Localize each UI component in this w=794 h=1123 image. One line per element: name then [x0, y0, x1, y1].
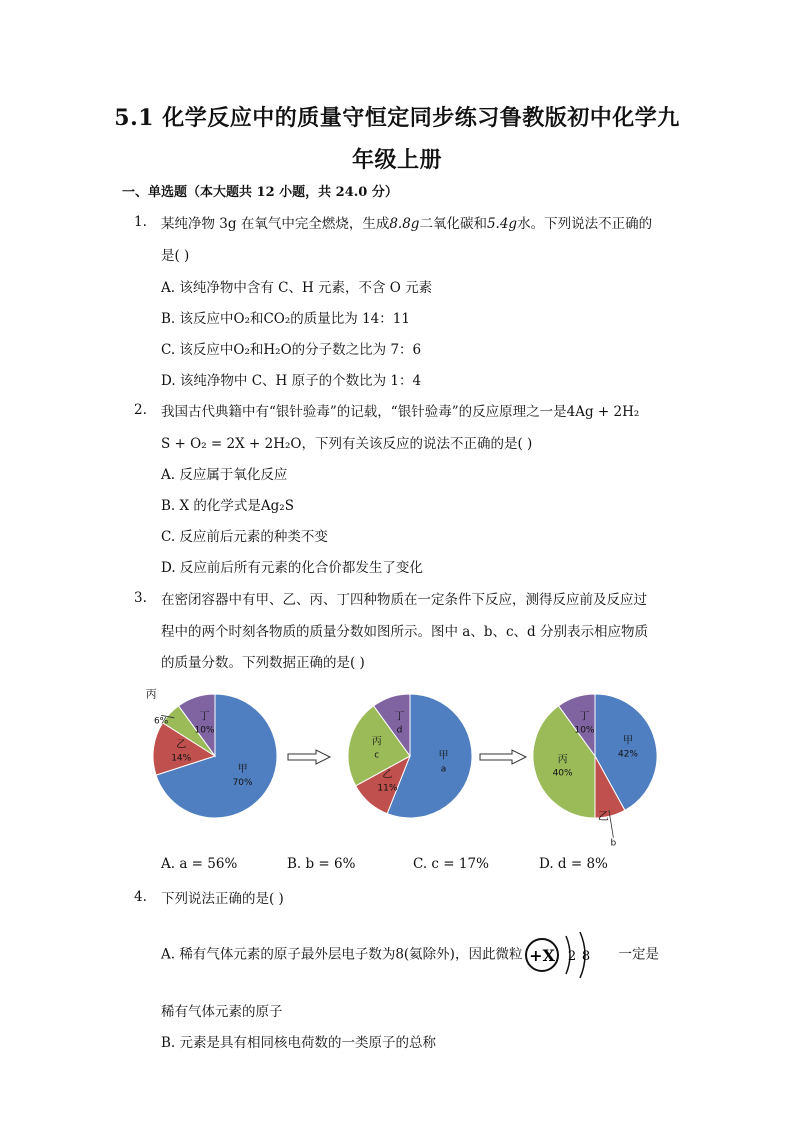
q2-option-b: B. X 的化学式是Ag₂S	[161, 498, 294, 514]
q4-option-a-text-end: 一定是	[618, 946, 659, 963]
pie1-slice-4-value: 10%	[194, 725, 215, 736]
pie2-slice-1-value: a	[440, 764, 447, 775]
question-2-stem-line1: 我国古代典籍中有“银针验毒”的记载，“银针验毒”的反应原理之一是4Ag + 2H₂	[161, 404, 640, 420]
section-heading: 一、单选题（本大题共 12 小题，共 24.0 分）	[122, 185, 398, 200]
pie1-slice-3-outer-name: 丙	[145, 687, 157, 701]
pie1-slice-2-value: 14%	[171, 753, 192, 764]
q3-option-c: C. c = 17%	[413, 856, 489, 872]
question-2-number: 2.	[134, 402, 147, 418]
pie3-slice-2-outer-name: 乙	[597, 809, 609, 823]
atom-shell2-electrons: 8	[582, 949, 591, 964]
question-1-stem-line2: 是( )	[161, 248, 190, 264]
atom-shell1-electrons: 2	[568, 949, 577, 964]
q1-option-c: C. 该反应中O₂和H₂O的分子数之比为 7：6	[161, 342, 422, 358]
q3-option-d: D. d = 8%	[539, 856, 608, 872]
question-3-stem-line2: 程中的两个时刻各物质的质量分数如图所示。图中 a、b、c、d 分别表示相应物质	[161, 624, 648, 640]
pie2-slice-2-value: 11%	[377, 783, 398, 794]
pie2-slice-3-name: 丙	[371, 736, 382, 748]
q1-option-b: B. 该反应中O₂和CO₂的质量比为 14：11	[161, 311, 410, 327]
question-3-stem-line3: 的质量分数。下列数据正确的是( )	[161, 655, 365, 671]
pie3-slice-4-name: 丁	[579, 711, 590, 723]
q1-stem-math: 8.8g	[389, 216, 420, 232]
question-1-stem	[161, 212, 652, 232]
q4-option-a-text: A. 稀有气体元素的原子最外层电子数为8(氦除外)，因此微粒	[161, 946, 523, 963]
q2-option-a: A. 反应属于氧化反应	[161, 467, 288, 483]
q1-option-d: D. 该纯净物中 C、H 原子的个数比为 1：4	[161, 373, 422, 389]
q4-option-a	[161, 930, 659, 980]
pie1-slice-1-value: 70%	[232, 778, 253, 788]
pie2-slice-1-name: 甲	[438, 750, 449, 762]
q1-stem-math: 5.4g	[486, 216, 518, 232]
q3-option-b: B. b = 6%	[287, 856, 356, 872]
pie2-slice-2-name: 乙	[382, 769, 393, 781]
pie2-slice-4-name: 丁	[394, 711, 405, 723]
question-4-stem: 下列说法正确的是( )	[161, 891, 284, 907]
q1-stem-part: 某纯净物 3g 在氧气中完全燃烧，生成	[161, 216, 390, 232]
q2-option-d: D. 反应前后所有元素的化合价都发生了变化	[161, 560, 423, 576]
pie3-slice-1-name: 甲	[623, 735, 633, 747]
pie2-slice-4-value: d	[396, 725, 403, 736]
atom-structure-icon	[522, 930, 618, 980]
question-4-number: 4.	[134, 889, 147, 905]
question-1-number: 1.	[134, 214, 147, 230]
q1-stem-part: 水。下列说法不正确的	[517, 216, 653, 232]
document-title-line2: 年级上册	[351, 147, 442, 173]
question-3-number: 3.	[134, 590, 147, 606]
q4-option-a-line2: 稀有气体元素的原子	[161, 1004, 283, 1020]
pie3-slice-4-value: 10%	[574, 725, 595, 736]
q2-option-c: C. 反应前后元素的种类不变	[161, 529, 328, 545]
atom-nucleus-label: +X	[529, 946, 556, 965]
arrow-icon	[480, 750, 526, 764]
q4-option-b: B. 元素是具有相同核电荷数的一类原子的总称	[161, 1035, 437, 1051]
pie3-slice-2-value: b	[610, 838, 617, 849]
pie3-slice-3-name: 丙	[557, 754, 568, 766]
q1-stem-part: 二氧化碳和	[419, 216, 487, 232]
pie1-slice-4-name: 丁	[199, 711, 210, 723]
arrow-icon	[288, 750, 330, 764]
pie2-slice-3-value: c	[374, 750, 380, 761]
q3-option-a: A. a = 56%	[161, 856, 238, 872]
pie-charts-figure	[140, 676, 670, 856]
pie1-slice-1-name: 甲	[237, 764, 248, 775]
question-3-stem-line1: 在密闭容器中有甲、乙、丙、丁四种物质在一定条件下反应，测得反应前及反应过	[161, 592, 647, 608]
pie1-slice-2-name: 乙	[176, 739, 187, 751]
pie3-slice-3-value: 40%	[552, 768, 573, 779]
pie3-slice-1-value: 42%	[617, 749, 639, 760]
pie1-slice-3-value: 6%	[153, 716, 169, 727]
q1-option-a: A. 该纯净物中含有 C、H 元素，不含 O 元素	[161, 280, 433, 296]
document-title-line1: 5.1 化学反应中的质量守恒定同步练习鲁教版初中化学九	[114, 105, 680, 131]
question-2-stem-line2: S + O₂ = 2X + 2H₂O，下列有关该反应的说法不正确的是( )	[161, 436, 533, 452]
